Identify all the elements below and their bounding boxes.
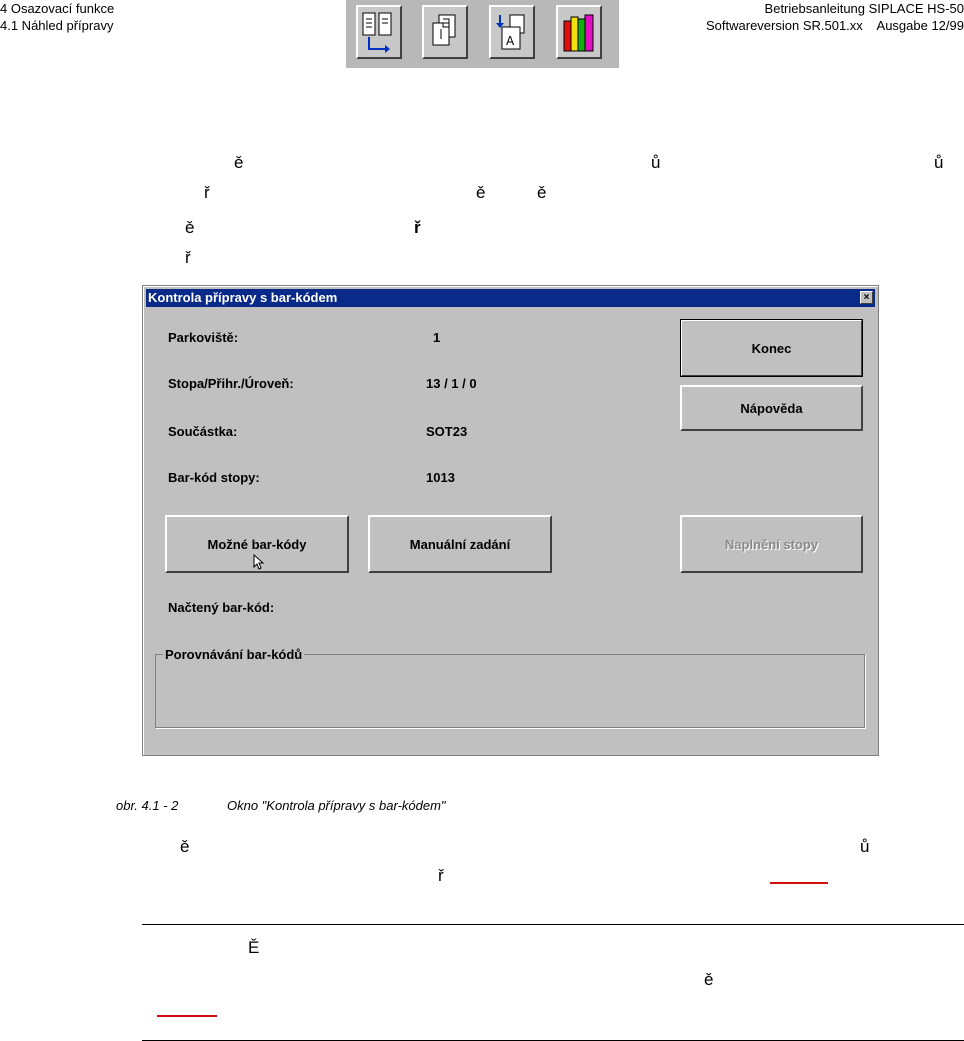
- barcode-compare-group: [155, 654, 865, 728]
- close-dialog-button[interactable]: Konec: [680, 319, 863, 377]
- fill-track-button: Naplnění stopy: [680, 515, 863, 573]
- software-version: Softwareversion SR.501.xx Ausgabe 12/99: [706, 18, 964, 33]
- barcode-compare-title: Porovnávání bar-kódů: [165, 647, 303, 662]
- text-glyph: ř: [185, 248, 191, 267]
- track-value: 13 / 1 / 0: [426, 376, 477, 391]
- text-glyph: ě: [476, 183, 486, 202]
- track-label: Stopa/Přihr./Úroveň:: [168, 376, 294, 391]
- dialog-titlebar[interactable]: [146, 289, 875, 307]
- chapter-title: 4 Osazovací funkce: [0, 1, 115, 16]
- text-glyph: ě: [185, 218, 195, 237]
- svg-text:A: A: [506, 34, 515, 48]
- text-glyph: ě: [704, 970, 714, 989]
- header-toolbar: [346, 0, 619, 68]
- search-document-icon[interactable]: [489, 5, 535, 59]
- track-barcode-value: 1013: [426, 470, 455, 485]
- dialog-title: Kontrola přípravy s bar-kódem: [148, 290, 338, 305]
- text-glyph: ř: [438, 866, 444, 885]
- books-icon[interactable]: [556, 5, 602, 59]
- text-glyph: ě: [234, 153, 244, 172]
- close-button[interactable]: ×: [860, 291, 873, 304]
- layout-icon[interactable]: [356, 5, 402, 59]
- text-glyph: ů: [651, 153, 661, 172]
- figure-caption: Okno "Kontrola přípravy s bar-kódem": [227, 798, 446, 813]
- track-barcode-label: Bar-kód stopy:: [168, 470, 260, 485]
- component-value: SOT23: [426, 424, 468, 439]
- section-title: 4.1 Náhled přípravy: [0, 18, 114, 33]
- parking-label: Parkoviště:: [168, 330, 239, 345]
- possible-barcodes-button[interactable]: Možné bar-kódy: [165, 515, 349, 573]
- text-glyph: Ě: [248, 938, 260, 957]
- scanned-barcode-label: Načtený bar-kód:: [168, 600, 275, 615]
- cross-reference-link[interactable]: [770, 882, 828, 884]
- text-glyph: ě: [537, 183, 547, 202]
- text-glyph: ř: [204, 183, 210, 202]
- text-glyph: ě: [180, 837, 190, 856]
- manual-title: Betriebsanleitung SIPLACE HS-50: [764, 1, 964, 16]
- mouse-cursor-icon: [253, 554, 265, 570]
- text-glyph: ř: [414, 218, 421, 237]
- cross-reference-link[interactable]: [157, 1015, 217, 1017]
- pages-icon[interactable]: [422, 5, 468, 59]
- barcode-check-dialog: [142, 285, 879, 756]
- text-glyph: ů: [860, 837, 870, 856]
- note-top-rule: [142, 924, 964, 925]
- figure-number: obr. 4.1 - 2: [116, 798, 179, 813]
- component-label: Součástka:: [168, 424, 238, 439]
- help-button[interactable]: Nápověda: [680, 385, 863, 431]
- text-glyph: ů: [934, 153, 944, 172]
- manual-entry-button[interactable]: Manuální zadání: [368, 515, 552, 573]
- parking-value: 1: [433, 330, 441, 345]
